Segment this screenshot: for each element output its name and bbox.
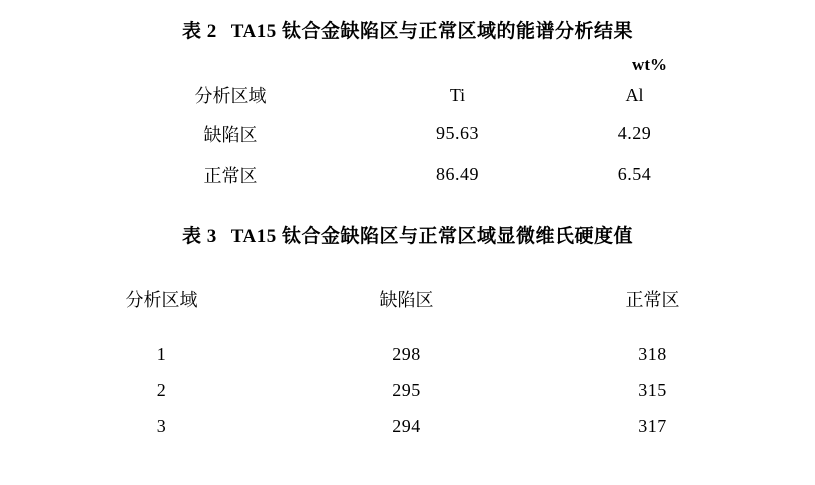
table-2-header-row [92, 77, 724, 113]
table-3-cell-r0c0: 1 [156, 343, 167, 364]
table-row [92, 154, 724, 195]
table-3-header-cell-2: 正常区 [625, 290, 680, 310]
table-2-caption [0, 0, 815, 43]
table-2 [92, 77, 724, 195]
table-2-header-cell-1: Ti [449, 84, 466, 105]
table-3-cell-r2c2: 317 [638, 415, 667, 436]
table-3-block [0, 195, 815, 452]
table-row [40, 372, 776, 408]
table-2-header-cell-0: 分析区域 [194, 86, 267, 106]
table-2-unit-label: wt% [632, 55, 667, 74]
table-3-cell-r0c1: 298 [392, 343, 421, 364]
table-2-cell-r1c0: 正常区 [203, 165, 258, 186]
table-3-caption-text: TA15 钛合金缺陷区与正常区域显微维氏硬度值 [230, 226, 633, 247]
table-3-caption [0, 195, 815, 248]
table-3-header-row [40, 274, 776, 324]
table-3-cell-r1c0: 2 [156, 379, 167, 400]
table-row [92, 113, 724, 154]
table-3-caption-number: 表 3 [181, 226, 217, 247]
table-2-cell-r1c2: 6.54 [617, 164, 652, 184]
table-3 [40, 274, 776, 452]
table-3-cell-r0c2: 318 [638, 343, 667, 364]
table-3-header-cell-0: 分析区域 [125, 290, 198, 310]
table-3-header-cell-1: 缺陷区 [379, 290, 434, 310]
table-3-cell-r1c2: 315 [638, 379, 667, 400]
table-2-caption-text: TA15 钛合金缺陷区与正常区域的能谱分析结果 [230, 21, 633, 42]
table-3-cell-r2c0: 3 [156, 415, 167, 436]
table-2-cell-r0c1: 95.63 [436, 123, 479, 143]
table-3-cell-r1c1: 295 [392, 379, 421, 400]
table-2-block [0, 0, 815, 195]
table-2-caption-number: 表 2 [181, 21, 217, 42]
table-2-cell-r1c1: 86.49 [436, 164, 479, 184]
table-row [40, 408, 776, 452]
table-2-cell-r0c2: 4.29 [617, 123, 652, 143]
table-row [40, 324, 776, 372]
table-2-cell-r0c0: 缺陷区 [203, 124, 258, 145]
table-3-cell-r2c1: 294 [392, 415, 421, 436]
table-2-header-cell-2: Al [625, 84, 644, 105]
